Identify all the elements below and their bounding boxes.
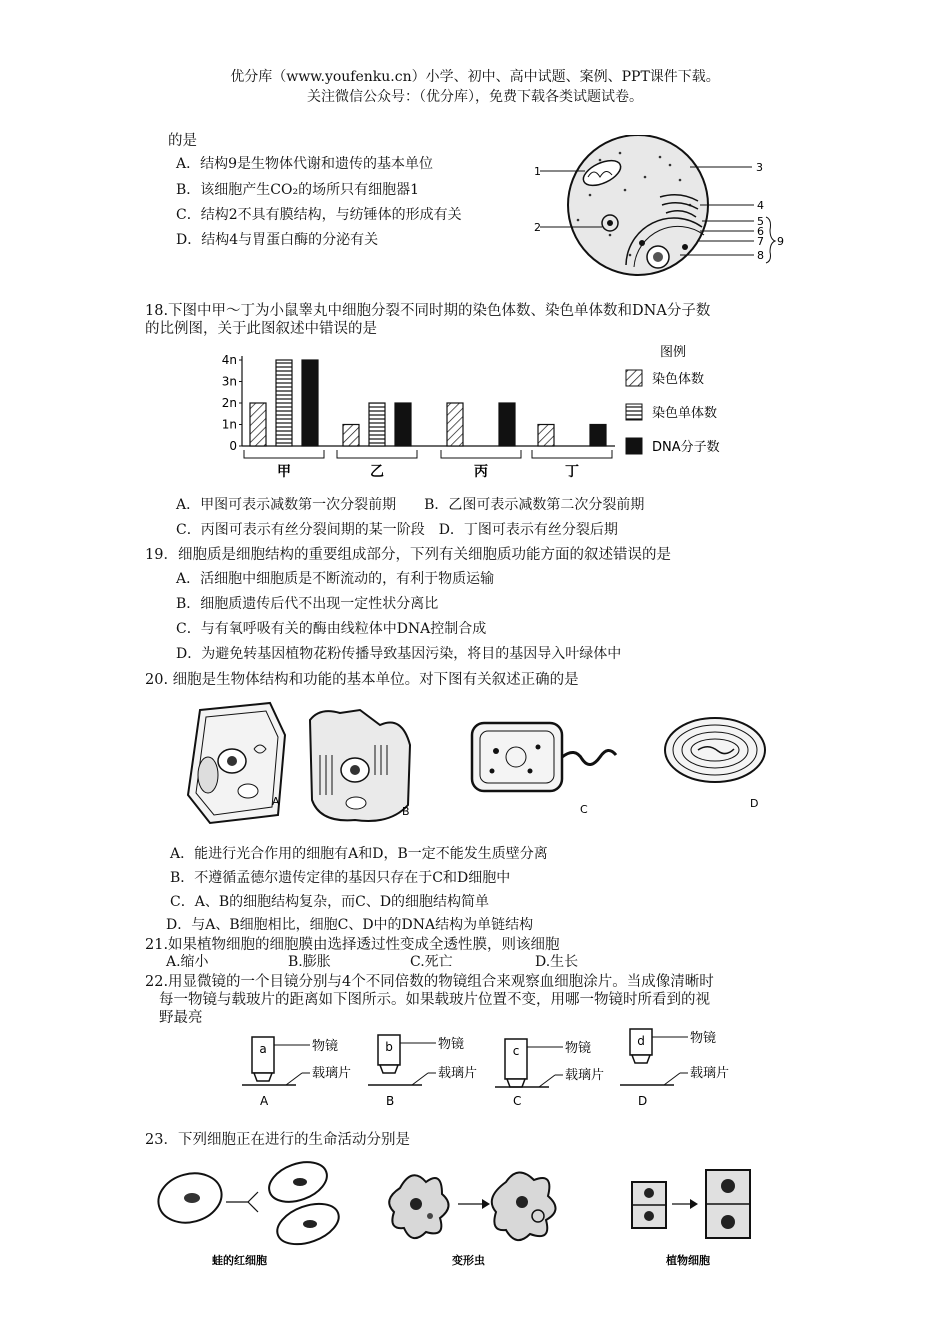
q20-stem: 20. 细胞是生物体结构和功能的基本单位。对下图有关叙述正确的是 xyxy=(145,672,579,688)
q20-option-b: B．不遵循孟德尔遗传定律的基因只存在于C和D细胞中 xyxy=(170,870,511,886)
q23-stem: 23．下列细胞正在进行的生命活动分别是 xyxy=(145,1132,410,1148)
q22-slide-label: 载璃片 xyxy=(438,1066,478,1081)
q17-label-9: 9 xyxy=(777,235,784,248)
q22-lens-letter: b xyxy=(385,1040,393,1054)
q22-leader xyxy=(286,1073,302,1085)
q20-cell-b xyxy=(310,710,410,821)
chart-bar-horizontal xyxy=(369,403,385,446)
q22-objective-tip xyxy=(507,1079,525,1087)
q21-option-c: C.死亡 xyxy=(410,954,453,970)
q23-plant-cell xyxy=(632,1170,750,1238)
q22-objective-tip xyxy=(632,1055,650,1063)
q22-objective-figure xyxy=(230,1025,760,1110)
q22-objective-tip xyxy=(380,1065,398,1073)
header-line-2: 关注微信公众号：（优分库），免费下载各类试题试卷。 xyxy=(307,89,643,105)
q21-option-b: B.膨胀 xyxy=(288,954,331,970)
q20-label-c: C xyxy=(580,803,588,816)
chart-y-tick-label: 0 xyxy=(229,439,237,453)
q22-slide-label: 载璃片 xyxy=(312,1066,352,1081)
q19-option-c: C．与有氧呼吸有关的酶由线粒体中DNA控制合成 xyxy=(176,621,487,637)
chart-category-bracket xyxy=(337,450,417,458)
chart-category-label: 丁 xyxy=(565,464,579,480)
chart-bar-horizontal xyxy=(276,360,292,446)
chart-legend-title: 图例 xyxy=(660,345,687,360)
q17-label-7: 7 xyxy=(757,235,764,248)
q20-cell-d xyxy=(665,718,765,810)
q17-label-4: 4 xyxy=(757,199,764,212)
q18-options-line-2: C．丙图可表示有丝分裂间期的某一阶段 D．丁图可表示有丝分裂后期 xyxy=(176,522,618,538)
chart-category-label: 甲 xyxy=(277,464,291,480)
q22-lens-label: 物镜 xyxy=(312,1039,339,1054)
q22-stem-line-3: 野最亮 xyxy=(159,1010,203,1026)
q23-figure xyxy=(150,1158,770,1268)
q22-lens-letter: c xyxy=(512,1044,520,1058)
q22-stem-line-1: 22.用显微镜的一个目镜分别与4个不同倍数的物镜组合来观察血细胞涂片。当成像清晰时 xyxy=(145,974,714,990)
q20-option-d: D．与A、B细胞相比，细胞C、D中的DNA结构为单链结构 xyxy=(166,917,534,933)
q22-lens-letter: d xyxy=(637,1034,645,1048)
q20-cell-c xyxy=(472,723,616,816)
q22-slide-label: 载璃片 xyxy=(690,1066,730,1081)
q22-leader xyxy=(664,1073,680,1085)
q22-lens-letter: a xyxy=(259,1042,267,1056)
q22-lens-label: 物镜 xyxy=(565,1041,592,1056)
q20-option-c: C．A、B的细胞结构复杂，而C、D的细胞结构简单 xyxy=(170,894,490,910)
q22-lens-label: 物镜 xyxy=(690,1031,717,1046)
q17-cell-diagram xyxy=(530,135,810,285)
chart-legend-swatch xyxy=(626,370,642,386)
q22-objective-tip xyxy=(254,1073,272,1081)
chart-legend-label: 染色体数 xyxy=(652,372,705,387)
q22-leader xyxy=(412,1073,428,1085)
q23-caption-amoeba: 变形虫 xyxy=(452,1254,485,1267)
q22-leader xyxy=(539,1075,555,1087)
q23-caption-plant: 植物细胞 xyxy=(666,1254,710,1267)
q17-label-8: 8 xyxy=(757,249,764,262)
chart-y-tick-label: 3n xyxy=(221,374,237,389)
q17-option-c: C．结构2不具有膜结构，与纺锤体的形成有关 xyxy=(176,207,462,223)
q18-bar-chart xyxy=(210,338,740,488)
q20-cells-figure xyxy=(170,695,790,835)
q21-option-d: D.生长 xyxy=(535,954,579,970)
chart-legend-label: DNA分子数 xyxy=(652,440,720,455)
chart-legend-label: 染色单体数 xyxy=(652,406,718,421)
chart-y-tick-label: 1n xyxy=(221,417,237,432)
q18-stem-line-1: 18.下图中甲～丁为小鼠睾丸中细胞分裂不同时期的染色体数、染色单体数和DNA分子数 xyxy=(145,303,711,319)
chart-category-bracket xyxy=(532,450,612,458)
chart-y-tick-label: 2n xyxy=(221,396,237,410)
q17-option-d: D．结构4与胃蛋白酶的分泌有关 xyxy=(176,232,379,248)
q21-option-a: A.缩小 xyxy=(166,954,209,970)
chart-bar-diagonal xyxy=(250,403,266,446)
q17-stem-tail: 的是 xyxy=(168,133,197,149)
q20-label-b: B xyxy=(402,805,410,818)
chart-bar-solid xyxy=(395,403,411,446)
chart-legend-swatch xyxy=(626,438,642,454)
q17-option-a: A．结构9是生物体代谢和遗传的基本单位 xyxy=(176,156,434,172)
q22-caption: B xyxy=(386,1094,395,1108)
q20-option-a: A．能进行光合作用的细胞有A和D，B一定不能发生质壁分离 xyxy=(170,846,548,862)
chart-bar-solid xyxy=(590,425,606,447)
chart-bar-diagonal xyxy=(447,403,463,446)
chart-category-bracket xyxy=(244,450,324,458)
q23-amoeba xyxy=(389,1172,555,1240)
q21-stem: 21.如果植物细胞的细胞膜由选择透过性变成全透性膜，则该细胞 xyxy=(145,937,560,953)
q22-caption: D xyxy=(638,1094,648,1108)
chart-category-bracket xyxy=(441,450,521,458)
q17-label-3: 3 xyxy=(756,161,763,174)
chart-bar-solid xyxy=(499,403,515,446)
q22-slide-label: 载璃片 xyxy=(565,1068,605,1083)
chart-category-label: 丙 xyxy=(474,464,488,480)
q23-frog-rbc xyxy=(153,1158,344,1252)
q19-option-d: D．为避免转基因植物花粉传播导致基因污染，将目的基因导入叶绿体中 xyxy=(176,646,622,662)
q19-option-a: A．活细胞中细胞质是不断流动的，有利于物质运输 xyxy=(176,571,495,587)
q20-label-d: D xyxy=(750,797,759,810)
q17-label-5: 5 xyxy=(757,215,764,228)
q23-caption-frog: 蛙的红细胞 xyxy=(212,1254,267,1267)
q17-label-6: 6 xyxy=(757,225,764,238)
q22-caption: C xyxy=(513,1094,522,1108)
chart-category-label: 乙 xyxy=(370,464,384,480)
q22-stem-line-2: 每一物镜与载玻片的距离如下图所示。如果载玻片位置不变，用哪一物镜时所看到的视 xyxy=(159,992,710,1008)
q17-label-2: 2 xyxy=(534,221,541,234)
q19-option-b: B．细胞质遗传后代不出现一定性状分离比 xyxy=(176,596,439,612)
chart-bar-diagonal xyxy=(538,425,554,447)
chart-bar-solid xyxy=(302,360,318,446)
q22-caption: A xyxy=(260,1094,269,1108)
chart-bar-diagonal xyxy=(343,425,359,447)
q17-label-1: 1 xyxy=(534,165,541,178)
q22-lens-label: 物镜 xyxy=(438,1037,465,1052)
q18-stem-line-2: 的比例图，关于此图叙述中错误的是 xyxy=(145,321,377,337)
q20-label-a: A xyxy=(272,795,280,808)
chart-legend-swatch xyxy=(626,404,642,420)
q19-stem: 19．细胞质是细胞结构的重要组成部分，下列有关细胞质功能方面的叙述错误的是 xyxy=(145,547,671,563)
q17-option-b: B．该细胞产生CO₂的场所只有细胞器1 xyxy=(176,182,419,198)
chart-y-tick-label: 4n xyxy=(221,353,237,367)
q18-options-line-1: A．甲图可表示减数第一次分裂前期 B．乙图可表示减数第二次分裂前期 xyxy=(176,497,645,513)
q20-cell-a xyxy=(188,703,285,823)
header-line-1: 优分库（www.youfenku.cn）小学、初中、高中试题、案例、PPT课件下载。 xyxy=(230,69,720,85)
